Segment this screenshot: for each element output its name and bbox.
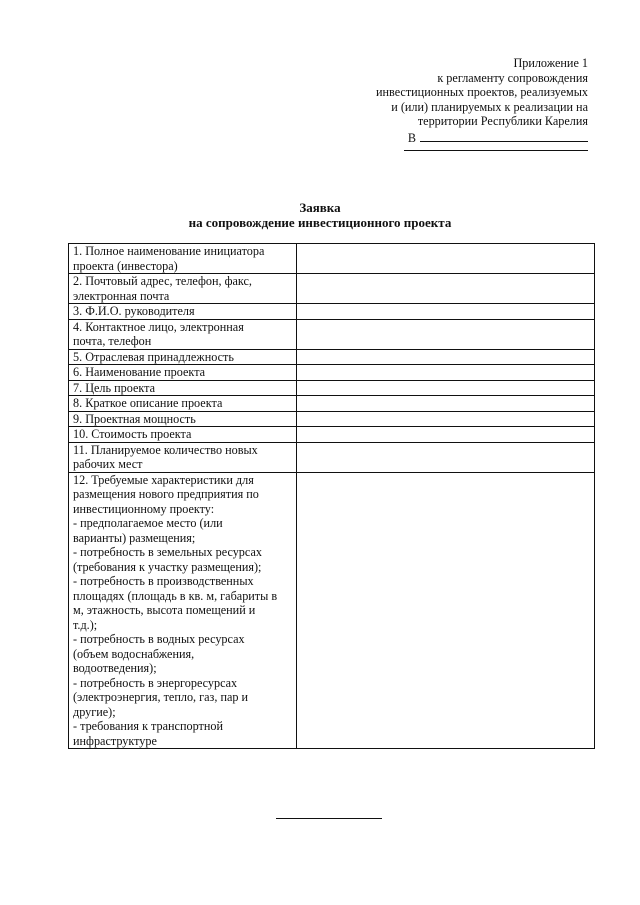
row-value-cell[interactable] bbox=[297, 244, 595, 274]
document-subtitle: на сопровождение инвестиционного проекта bbox=[188, 215, 452, 230]
row-value-cell[interactable] bbox=[297, 442, 595, 472]
footer-divider bbox=[276, 818, 382, 819]
table-row bbox=[69, 442, 595, 472]
row-label: 12. Требуемые характеристики для размещения нового предприятия по инвестиционному проекту: - предполагаемое место (или варианты) размещения; - потребность в земельных ресурсах (требования к участку размещения); - потребность в производственных площадях (площадь в кв. м, габариты в м, этажность, высота помещений и т.д.); - потребность в водных ресурсах (объем водоснабжения, водоотведения); - потребность в энергоресурсах (электроэнергия, тепло, газ, пар и другие); - требования к транспортной инфраструктуре bbox=[69, 472, 297, 749]
table-row bbox=[69, 427, 595, 443]
row-value-cell[interactable] bbox=[297, 349, 595, 365]
row-label: 11. Планируемое количество новых рабочих мест bbox=[69, 442, 297, 472]
appendix-line: и (или) планируемых к реализации на bbox=[391, 99, 588, 114]
table-row bbox=[69, 304, 595, 320]
row-label: 8. Краткое описание проекта bbox=[69, 396, 297, 412]
table-row bbox=[69, 274, 595, 304]
appendix-line: к регламенту сопровождения bbox=[437, 70, 588, 85]
appendix-line: инвестиционных проектов, реализуемых bbox=[375, 85, 588, 100]
row-value-cell[interactable] bbox=[297, 411, 595, 427]
table-row bbox=[69, 411, 595, 427]
addressee-blank-second[interactable] bbox=[404, 150, 588, 151]
application-form-table bbox=[68, 243, 595, 749]
row-label: 4. Контактное лицо, электронная почта, телефон bbox=[69, 319, 297, 349]
row-label: 2. Почтовый адрес, телефон, факс, электронная почта bbox=[69, 274, 297, 304]
row-label: 6. Наименование проекта bbox=[69, 365, 297, 381]
row-value-cell[interactable] bbox=[297, 274, 595, 304]
row-value-cell[interactable] bbox=[297, 427, 595, 443]
row-value-cell[interactable] bbox=[297, 380, 595, 396]
row-value-cell[interactable] bbox=[297, 319, 595, 349]
table-row bbox=[69, 472, 595, 749]
appendix-header bbox=[358, 56, 588, 146]
addressee-line bbox=[358, 129, 588, 146]
addressee-label: В bbox=[407, 130, 416, 145]
table-row bbox=[69, 319, 595, 349]
row-value-cell[interactable] bbox=[297, 396, 595, 412]
table-row bbox=[69, 349, 595, 365]
row-label: 3. Ф.И.О. руководителя bbox=[69, 304, 297, 320]
addressee-blank[interactable] bbox=[420, 129, 588, 142]
appendix-line: Приложение 1 bbox=[513, 56, 588, 70]
row-label: 9. Проектная мощность bbox=[69, 411, 297, 427]
table-row bbox=[69, 244, 595, 274]
row-label: 10. Стоимость проекта bbox=[69, 427, 297, 443]
row-label: 1. Полное наименование инициатора проекта (инвестора) bbox=[69, 244, 297, 274]
row-value-cell[interactable] bbox=[297, 365, 595, 381]
table-row bbox=[69, 380, 595, 396]
row-value-cell[interactable] bbox=[297, 304, 595, 320]
table-row bbox=[69, 396, 595, 412]
table-row bbox=[69, 365, 595, 381]
appendix-line: территории Республики Карелия bbox=[417, 114, 588, 129]
row-label: 5. Отраслевая принадлежность bbox=[69, 349, 297, 365]
row-value-cell[interactable] bbox=[297, 472, 595, 749]
row-label: 7. Цель проекта bbox=[69, 380, 297, 396]
document-title: Заявка bbox=[299, 200, 341, 215]
